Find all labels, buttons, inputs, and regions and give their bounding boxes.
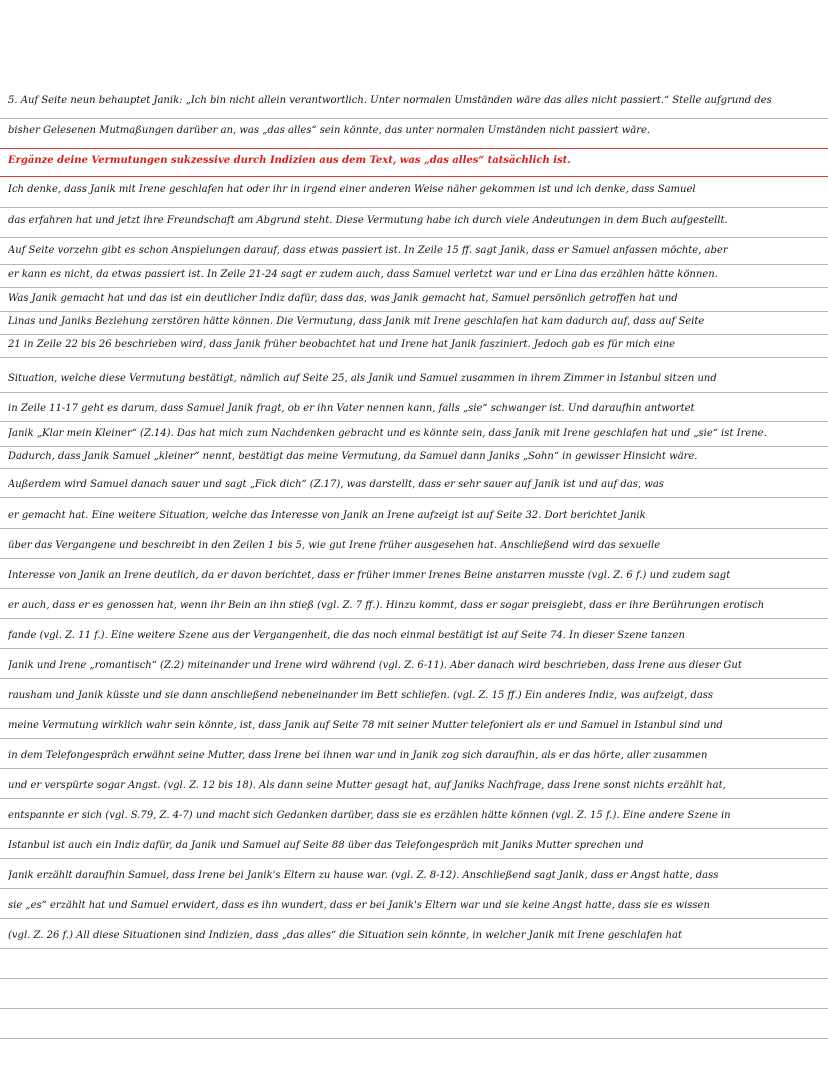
- answer-line: Ich denke, dass Janik mit Irene geschlafen hat oder ihr in irgend einer anderen Weise näher gekommen ist und ich denke, dass Samuel: [8, 184, 696, 195]
- answer-line: er gemacht hat. Eine weitere Situation, welche das Interesse von Janik an Irene aufzeigt ist auf Seite 32. Dort berichtet Janik: [8, 510, 646, 521]
- answer-line: entspannte er sich (vgl. S.79, Z. 4-7) und macht sich Gedanken darüber, dass sie es erzählen hätte können (vgl. Z. 15 f.). Eine andere Szene in: [8, 810, 731, 821]
- ruled-line: [0, 1038, 828, 1039]
- answer-line: Interesse von Janik an Irene deutlich, da er davon berichtet, dass er früher immer Irenes Beine anstarren musste (vgl. Z. 6 f.) und zudem sagt: [8, 570, 731, 581]
- ruled-line: [0, 118, 828, 119]
- ruled-line: [0, 528, 828, 529]
- answer-line: das erfahren hat und jetzt ihre Freundschaft am Abgrund steht. Diese Vermutung habe ich durch viele Andeutungen in dem Buch aufgestellt.: [8, 215, 728, 226]
- ruled-line: [0, 768, 828, 769]
- answer-line: (vgl. Z. 26 f.) All diese Situationen sind Indizien, dass „das alles“ die Situation sein könnte, in welcher Janik mit Irene geschlafen hat: [8, 930, 683, 941]
- ruled-line: [0, 207, 828, 208]
- ruled-line: [0, 738, 828, 739]
- task-line: Ergänze deine Vermutungen sukzessive durch Indizien aus dem Text, was „das alles“ tatsächlich ist.: [8, 155, 571, 166]
- ruled-line: [0, 334, 828, 335]
- ruled-line: [0, 618, 828, 619]
- answer-line: meine Vermutung wirklich wahr sein könnte, ist, dass Janik auf Seite 78 mit seiner Mutter telefoniert als er und Samuel in Istanbul sind und: [8, 720, 723, 731]
- answer-line: in Zeile 11-17 geht es darum, dass Samuel Janik fragt, ob er ihn Vater nennen kann, falls „sie“ schwanger ist. Und daraufhin antwortet: [8, 403, 695, 414]
- ruled-line: [0, 648, 828, 649]
- ruled-line: [0, 287, 828, 288]
- task-line: bisher Gelesenen Mutmaßungen darüber an, was „das alles“ sein könnte, das unter normalen Umständen nicht passiert wäre.: [8, 125, 651, 136]
- answer-line: 21 in Zeile 22 bis 26 beschrieben wird, dass Janik früher beobachtet hat und Irene hat Janik fasziniert. Jedoch gab es für mich eine: [8, 339, 676, 350]
- answer-line: Situation, welche diese Vermutung bestätigt, nämlich auf Seite 25, als Janik und Samuel zusammen in ihrem Zimmer in Istanbul sitzen und: [8, 373, 717, 384]
- ruled-line: [0, 264, 828, 265]
- ruled-line: [0, 148, 828, 149]
- ruled-line: [0, 978, 828, 979]
- ruled-line: [0, 708, 828, 709]
- answer-line: Dadurch, dass Janik Samuel „kleiner“ nennt, bestätigt das meine Vermutung, da Samuel dann Janiks „Sohn“ in gewisser Hinsicht wäre.: [8, 451, 698, 462]
- answer-line: Auf Seite vorzehn gibt es schon Anspielungen darauf, dass etwas passiert ist. In Zeile 15 ff. sagt Janik, dass er Samuel anfassen möchte, aber: [8, 245, 728, 256]
- answer-line: Istanbul ist auch ein Indiz dafür, da Janik und Samuel auf Seite 88 über das Telefongespräch mit Janiks Mutter sprechen und: [8, 840, 644, 851]
- answer-line: in dem Telefongespräch erwähnt seine Mutter, dass Irene bei ihnen war und in Janik zog sich daraufhin, als er das hörte, aller zusammen: [8, 750, 708, 761]
- ruled-line: [0, 948, 828, 949]
- answer-line: sie „es“ erzählt hat und Samuel erwidert, dass es ihn wundert, dass er bei Janik's Eltern war und sie keine Angst hatte, dass sie es wissen: [8, 900, 710, 911]
- ruled-line: [0, 858, 828, 859]
- ruled-line: [0, 888, 828, 889]
- answer-line: Was Janik gemacht hat und das ist ein deutlicher Indiz dafür, dass das, was Janik gemacht hat, Samuel persönlich getroffen hat und: [8, 293, 678, 304]
- ruled-line: [0, 237, 828, 238]
- ruled-line: [0, 558, 828, 559]
- answer-line: Linas und Janiks Beziehung zerstören hätte können. Die Vermutung, dass Janik mit Irene geschlafen hat kam dadurch auf, dass auf Seite: [8, 316, 705, 327]
- ruled-line: [0, 468, 828, 469]
- answer-line: und er verspürte sogar Angst. (vgl. Z. 12 bis 18). Als dann seine Mutter gesagt hat, auf Janiks Nachfrage, dass Irene sonst nichts erzählt hat,: [8, 780, 726, 791]
- ruled-line: [0, 357, 828, 358]
- ruled-line: [0, 176, 828, 177]
- answer-line: rausham und Janik küsste und sie dann anschließend nebeneinander im Bett schliefen. (vgl. Z. 15 ff.) Ein anderes Indiz, was aufzeigt, dass: [8, 690, 714, 701]
- ruled-line: [0, 918, 828, 919]
- answer-line: über das Vergangene und beschreibt in den Zeilen 1 bis 5, wie gut Irene früher ausgesehen hat. Anschließend wird das sexuelle: [8, 540, 661, 551]
- answer-line: Janik „Klar mein Kleiner“ (Z.14). Das hat mich zum Nachdenken gebracht und es könnte sein, dass Janik mit Irene geschlafen hat und „sie“ ist Irene.: [8, 428, 767, 439]
- task-line: 5. Auf Seite neun behauptet Janik: „Ich bin nicht allein verantwortlich. Unter normalen Umständen wäre das alles nicht passiert.“ Stelle aufgrund des: [8, 95, 772, 106]
- ruled-line: [0, 497, 828, 498]
- ruled-line: [0, 678, 828, 679]
- answer-line: er kann es nicht, da etwas passiert ist. In Zeile 21-24 sagt er zudem auch, dass Samuel verletzt war und er Lina das erzählen hätte können.: [8, 269, 718, 280]
- answer-line: Außerdem wird Samuel danach sauer und sagt „Fick dich“ (Z.17), was darstellt, dass er sehr sauer auf Janik ist und auf das, was: [8, 479, 664, 490]
- ruled-line: [0, 311, 828, 312]
- ruled-line: [0, 1008, 828, 1009]
- answer-line: fande (vgl. Z. 11 f.). Eine weitere Szene aus der Vergangenheit, die das noch einmal bestätigt ist auf Seite 74. In dieser Szene tanzen: [8, 630, 685, 641]
- ruled-line: [0, 588, 828, 589]
- answer-line: er auch, dass er es genossen hat, wenn ihr Bein an ihn stieß (vgl. Z. 7 ff.). Hinzu kommt, dass er sogar preisgiebt, dass er ihre Berührungen erotisch: [8, 600, 765, 611]
- answer-line: Janik und Irene „romantisch“ (Z.2) miteinander und Irene wird während (vgl. Z. 6-11). Aber danach wird beschrieben, dass Irene aus dieser Gut: [8, 660, 742, 671]
- ruled-line: [0, 392, 828, 393]
- ruled-line: [0, 828, 828, 829]
- ruled-line: [0, 798, 828, 799]
- ruled-line: [0, 421, 828, 422]
- answer-line: Janik erzählt daraufhin Samuel, dass Irene bei Janik's Eltern zu hause war. (vgl. Z. 8-12). Anschließend sagt Janik, dass er Angst hatte, dass: [8, 870, 719, 881]
- ruled-line: [0, 446, 828, 447]
